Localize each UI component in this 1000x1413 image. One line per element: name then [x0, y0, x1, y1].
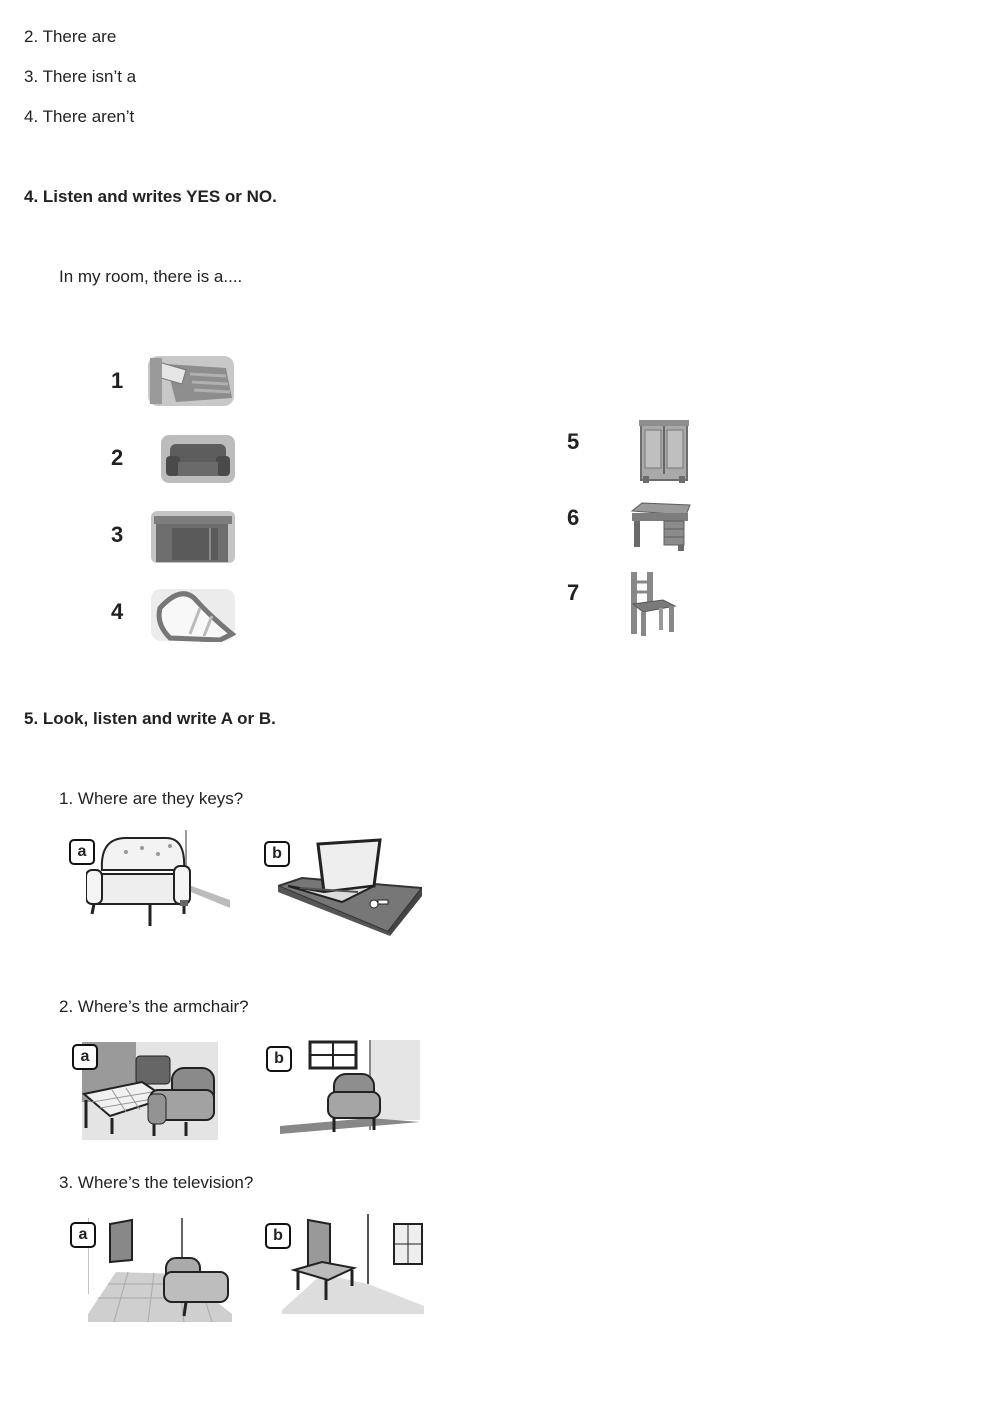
laptop-on-table-picture — [278, 836, 422, 936]
item-number-4: 4 — [111, 599, 124, 624]
option-b-label: b — [264, 841, 290, 867]
answer-line-2: 2. There are — [24, 27, 117, 46]
tv-on-wall-picture — [88, 1218, 232, 1322]
question-2-text: 2. Where’s the armchair? — [59, 997, 249, 1016]
cupboard-icon — [150, 510, 236, 564]
item-number-2: 2 — [111, 445, 124, 470]
option-b-label-2: b — [266, 1046, 292, 1072]
section-4-prompt: In my room, there is a.... — [59, 267, 243, 286]
wardrobe-icon — [637, 418, 691, 484]
item-number-1: 1 — [111, 368, 124, 393]
tv-on-table-picture — [282, 1214, 424, 1314]
armchair-by-window-picture — [280, 1040, 420, 1136]
answer-line-3: 3. There isn’t a — [24, 67, 137, 86]
section-4-heading: 4. Listen and writes YES or NO. — [24, 187, 277, 206]
question-1-text: 1. Where are they keys? — [59, 789, 244, 808]
answer-line-4: 4. There aren’t — [24, 107, 135, 126]
chair-icon — [627, 568, 679, 638]
question-3-text: 3. Where’s the television? — [59, 1173, 254, 1192]
item-number-5: 5 — [567, 429, 580, 454]
option-a-label-2: a — [72, 1044, 98, 1070]
option-a-label-3: a — [70, 1222, 96, 1248]
sofa-picture — [86, 830, 230, 930]
item-number-3: 3 — [111, 522, 124, 547]
item-number-6: 6 — [567, 505, 580, 530]
section-5-heading: 5. Look, listen and write A or B. — [24, 709, 276, 728]
item-number-7: 7 — [567, 580, 580, 605]
armchair-icon — [160, 434, 236, 484]
mirror-icon — [150, 588, 236, 642]
option-b-label-3: b — [265, 1223, 291, 1249]
option-a-label: a — [69, 839, 95, 865]
bed-and-armchair-picture — [82, 1042, 218, 1140]
desk-icon — [628, 501, 692, 551]
bed-icon — [146, 354, 236, 408]
